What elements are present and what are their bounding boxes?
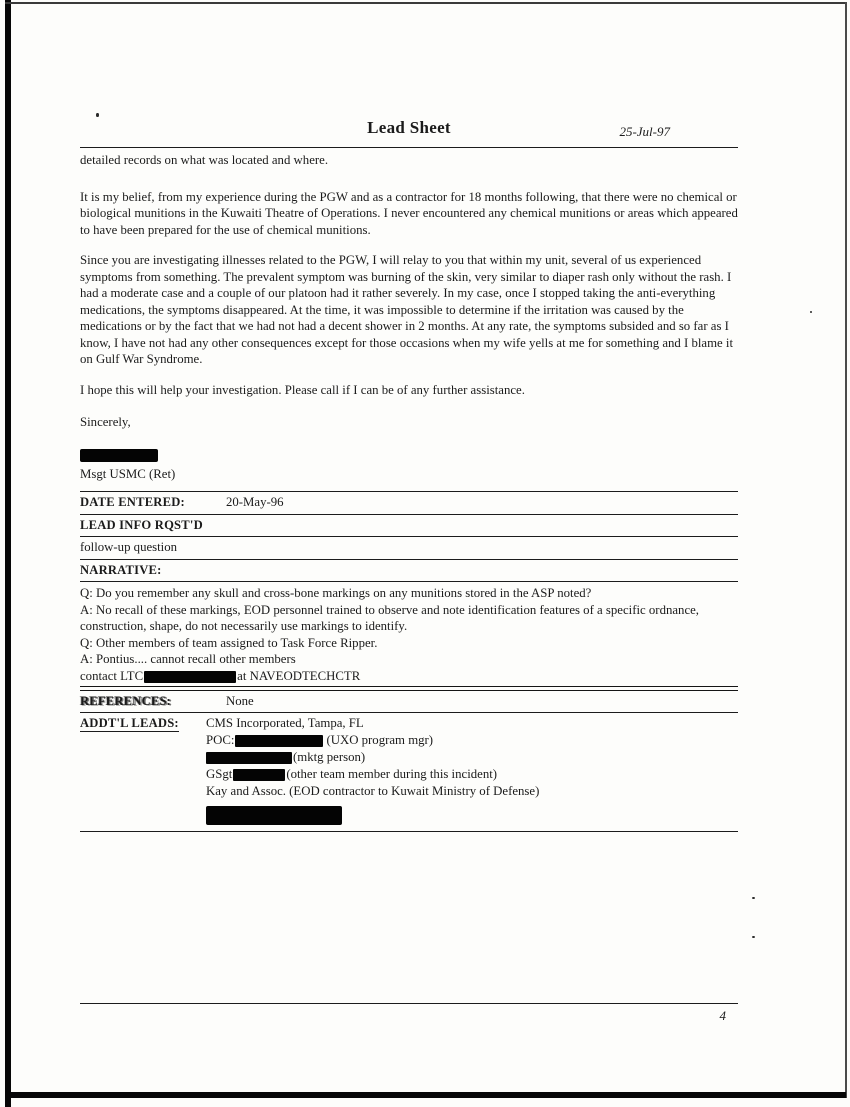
page-title: Lead Sheet — [367, 118, 451, 137]
row-addtl-leads — [80, 713, 738, 832]
addtl-lead-line — [206, 749, 736, 766]
scan-speck — [810, 311, 812, 313]
lead-info-value: follow-up question — [80, 540, 178, 554]
narrative-line: Q: Do you remember any skull and cross-bone markings on any munitions stored in the ASP noted? — [80, 586, 592, 600]
row-references — [80, 691, 738, 714]
references-label: REFERENCES: — [80, 693, 172, 708]
addtl-lead-line: Kay and Assoc. (EOD contractor to Kuwait Ministry of Defense) — [206, 784, 540, 799]
addtl-leads-body — [206, 715, 736, 825]
lead-table — [80, 491, 738, 832]
narrative-label: NARRATIVE: — [80, 562, 162, 577]
addtl-leads-label: ADDT'L LEADS: — [80, 716, 179, 731]
letter-paragraph: It is my belief, from my experience during the PGW and as a contractor for 18 months following, that there were no chemical or biological munitions in the Kuwaiti Theatre of Operations. I never encountered any chemical munitions or areas which appeared to have been prepared for the use of chemical munitions. — [80, 189, 738, 237]
date-entered-value: 20-May-96 — [226, 495, 284, 509]
redaction-bar-gsgt-name — [233, 769, 285, 781]
redaction-bar-mktg-name — [206, 752, 292, 764]
document-content — [80, 120, 738, 832]
scan-speck — [752, 897, 755, 899]
poc-role: (UXO program mgr) — [326, 733, 434, 748]
page-footer — [80, 1003, 738, 1024]
redaction-bar-contact-name — [144, 671, 236, 683]
page-number: 4 — [719, 1008, 726, 1023]
scan-speck — [96, 113, 99, 117]
narrative-line: A: No recall of these markings, EOD personnel trained to observe and note identification features of a specific ordnance, construction, shape, do not necessarily use markings to identify. — [80, 602, 699, 633]
narrative-line: A: Pontius.... cannot recall other members — [80, 652, 296, 666]
scan-edge-top — [5, 2, 847, 4]
scan-edge-left — [5, 0, 11, 1107]
scan-speck — [752, 936, 755, 938]
lead-info-label: LEAD INFO RQST'D — [80, 517, 203, 532]
letter-closing: Sincerely, — [80, 415, 131, 429]
redaction-bar-signature — [80, 449, 158, 462]
addtl-lead-line: CMS Incorporated, Tampa, FL — [206, 716, 364, 731]
letter-fragment-line: detailed records on what was located and where. — [80, 153, 329, 167]
contact-prefix: contact LTC — [80, 668, 144, 683]
gsgt-role: (other team member during this incident) — [286, 767, 498, 782]
document-date: 25-Jul-97 — [619, 124, 670, 139]
redaction-bar-poc-name — [235, 735, 323, 747]
signature-title: Msgt USMC (Ret) — [80, 466, 176, 481]
addtl-lead-line — [206, 732, 736, 749]
date-entered-label: DATE ENTERED: — [80, 495, 185, 509]
row-lead-info — [80, 515, 738, 538]
narrative-contact-line — [80, 668, 738, 685]
gsgt-label: GSgt — [206, 767, 233, 782]
scan-edge-right — [845, 2, 847, 1098]
narrative-line: Q: Other members of team assigned to Task Force Ripper. — [80, 635, 378, 650]
mktg-role: (mktg person) — [293, 750, 366, 765]
addtl-lead-line — [206, 766, 736, 783]
row-date-entered — [80, 492, 738, 515]
row-lead-info-value — [80, 537, 738, 560]
references-value: None — [226, 693, 254, 708]
letter-paragraph: I hope this will help your investigation. Please call if I can be of any further assistance. — [80, 382, 525, 397]
poc-label: POC: — [206, 733, 235, 748]
header-divider — [80, 147, 738, 148]
letter-paragraph: Since you are investigating illnesses related to the PGW, I will relay to you that within my unit, several of us experienced symptoms from something. The prevalent symptom was burning of the skin, very similar to diaper rash only without the rash. I had a moderate case and a couple of our platoon had it rather severely. In my case, once I stopped taking the anti-everything medications, the symptoms disappeared. At the time, it was impossible to determine if the irritation was caused by the medications or by the fact that we had not had a decent shower in 2 months. At any rate, the symptoms subsided and so far as I know, I have not had any other consequences except for those occasions when my wife yells at me for something and I blame it on Gulf War Syndrome. — [80, 253, 734, 366]
narrative-block — [80, 582, 738, 686]
document-header — [80, 120, 738, 142]
scan-edge-bottom — [5, 1092, 846, 1098]
redaction-bar-large — [206, 806, 342, 825]
row-narrative-label — [80, 560, 738, 583]
contact-suffix: at NAVEODTECHCTR — [237, 668, 361, 683]
